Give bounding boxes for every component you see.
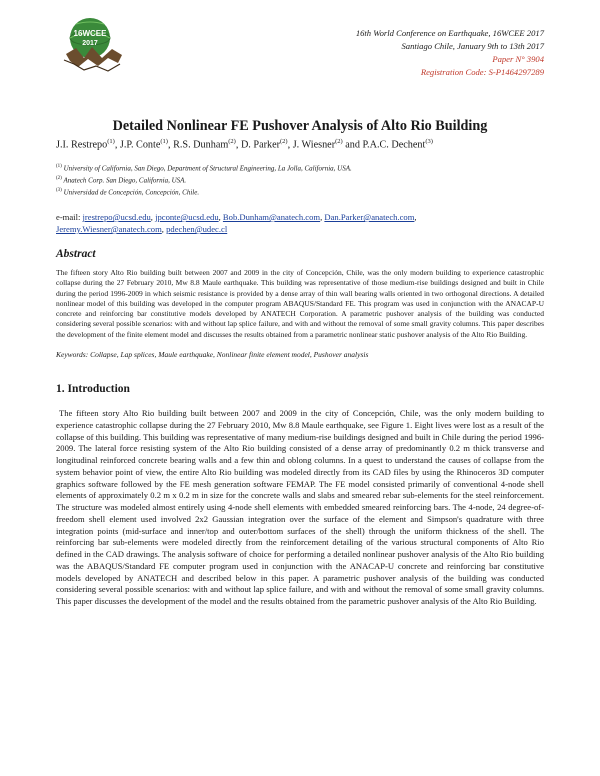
author-affiliation-mark: (2) xyxy=(228,138,236,145)
email-link[interactable]: pdechen@udec.cl xyxy=(166,224,228,234)
registration-code: Registration Code: S-P1464297289 xyxy=(420,67,544,77)
email-link[interactable]: Bob.Dunham@anatech.com xyxy=(222,212,321,222)
logo-text: 16WCEE xyxy=(73,29,107,38)
section-heading-introduction: 1. Introduction xyxy=(56,383,130,395)
email-link[interactable]: jpconte@ucsd.edu xyxy=(155,212,219,222)
author: R.S. Dunham xyxy=(173,139,229,151)
affiliation: $^{(3)}$ Universidad de Concepción, Concepción, Chile. xyxy=(56,187,200,196)
affiliation: $^{(1)}$ University of California, San Diego, Department of Structural Engineering, La Jolla, California, USA. xyxy=(56,164,352,173)
author-affiliation-mark: (3) xyxy=(425,138,433,145)
author-affiliation-mark: (2) xyxy=(280,138,288,145)
abstract-body: The fifteen story Alto Rio building built between 2007 and 2009 in the city of Concepción, Chile, was the only modern building to experience catastrophic collapse during the 27 February 2010, Mw 8.8 Maule earthquake. This building was representative of those medium-rise buildings designed and built in Chile during the period 1996-2009 in which seismic resistance is provided by a dense array of thin wall bearing walls oriented in two orthogonal directions. A detailed nonlinear model of this building was developed in the computer program ABAQUS/Standard FE. This program was used in conjunction with the ANACAP-U concrete and reinforcing bar constitutive models developed by ANATECH Corporation. A parametric pushover analysis of the building was conducted considering several possible scenarios: with and without lap splice failure, and with and without the removal of some small gravity columns. This paper describes the development of the finite element model and discusses the results obtained from a parametric nonlinear static pushover analysis of the Alto Rio Building. xyxy=(56,268,544,339)
conference-name: 16th World Conference on Earthquake, 16WCEE 2017 xyxy=(355,28,544,38)
author: J.P. Conte xyxy=(119,139,161,151)
author-affiliation-mark: (1) xyxy=(107,138,115,145)
introduction-body: The fifteen story Alto Rio building built between 2007 and 2009 in the city of Concepción, Chile, was the only modern building to experience catastrophic collapse during the 27 February 2010, Mw 8.8 Maule earthquake, see Figure 1. Eight lives were lost as a result of the collapse of this building. This building was representative of many medium-rise buildings designed and built in Chile during the period 1996-2009. The lateral force resisting system of the Alto Rio building consisted of a dense array of predominantly 0.2 m thick transverse and longitudinal reinforced concrete bearing walls and a few thin and oblong columns. In a quest to understand the causes of collapse from the system behavior point of view, the entire Alto Rio building was modeled directly from its CAD files by using the Rhinoceros 3D computer graphics software followed by the FE mesh generation software FEMAP. The FE model consisted primarily of conventional 4-node shell elements of approximately 0.2 m x 0.2 m in size for the concrete walls and slabs and smeared rebar sub-elements for the steel reinforcement. The structure was modeled almost entirely using 4-node shell elements with embedded smeared reinforcing bars. The 4-node, 24 degree-of-freedom shell element used involved 2x2 Gaussian integration over the surface of the element and Simpson's quadrature with three integration points (mid-surface and inner/top and outer/bottom surfaces of the shell) through the uniform thickness of the shell. The reinforcing bar sub-elements were modeled directly from the reinforcement detailing of the various structural components of Alto Rio defined in the CAD drawings. The analysis software of choice for performing a detailed nonlinear pushover analysis of the Alto Rio building was the ABAQUS/Standard FE computer program used in conjunction with the ANACAP-U concrete and reinforcing bar constitutive models developed by ANATECH and described below in this paper. A parametric pushover analysis of the building was conducted considering several possible scenarios: with and without lap splice failure, and with and without the removal of some small gravity columns. This paper discusses the development of the model and the results obtained from the parametric pushover analysis of the Alto Rio Building. xyxy=(56,408,544,606)
conference-location: Santiago Chile, January 9th to 13th 2017 xyxy=(401,41,544,51)
email-link[interactable]: Dan.Parker@anatech.com xyxy=(324,212,415,222)
author-list: J.I. Restrepo$^{(1)}$, J.P. Conte$^{(1)}$, R.S. Dunham$^{(2)}$, D. Parker$^{(2)}$, J. Wiesner$^{(2)}$ and P.A.C. Dechent$^{(3)}$ xyxy=(56,138,433,151)
conference-header xyxy=(356,27,544,79)
keywords: Keywords: Collapse, Lap splices, Maule earthquake, Nonlinear finite element model, Pushover analysis xyxy=(56,350,369,359)
affiliations xyxy=(56,162,352,197)
email-list: e-mail: jrestrepo@ucsd.edu, jpconte@ucsd.edu, Bob.Dunham@anatech.com, Dan.Parker@anatech.com, Jeremy.Wiesner@anatech.com, pdechen@udec.cl xyxy=(56,212,417,234)
author-affiliation-mark: (1) xyxy=(160,138,168,145)
author: D. Parker xyxy=(240,139,280,151)
paper-number: Paper N° 3904 xyxy=(492,54,544,64)
affiliation: $^{(2)}$ Anatech Corp. San Diego, California, USA. xyxy=(56,175,187,185)
author-affiliation-mark: (2) xyxy=(335,138,343,145)
email-label: e-mail: xyxy=(56,212,83,222)
author: J.I. Restrepo xyxy=(56,139,108,151)
conference-logo xyxy=(56,14,128,72)
author: J. Wiesner xyxy=(292,139,336,151)
email-link[interactable]: jrestrepo@ucsd.edu xyxy=(82,212,151,222)
email-link[interactable]: Jeremy.Wiesner@anatech.com xyxy=(56,224,162,234)
author: P.A.C. Dechent xyxy=(362,139,426,151)
logo-year: 2017 xyxy=(82,40,98,47)
paper-title: Detailed Nonlinear FE Pushover Analysis of Alto Rio Building xyxy=(112,118,488,134)
abstract-heading: Abstract xyxy=(56,248,96,260)
